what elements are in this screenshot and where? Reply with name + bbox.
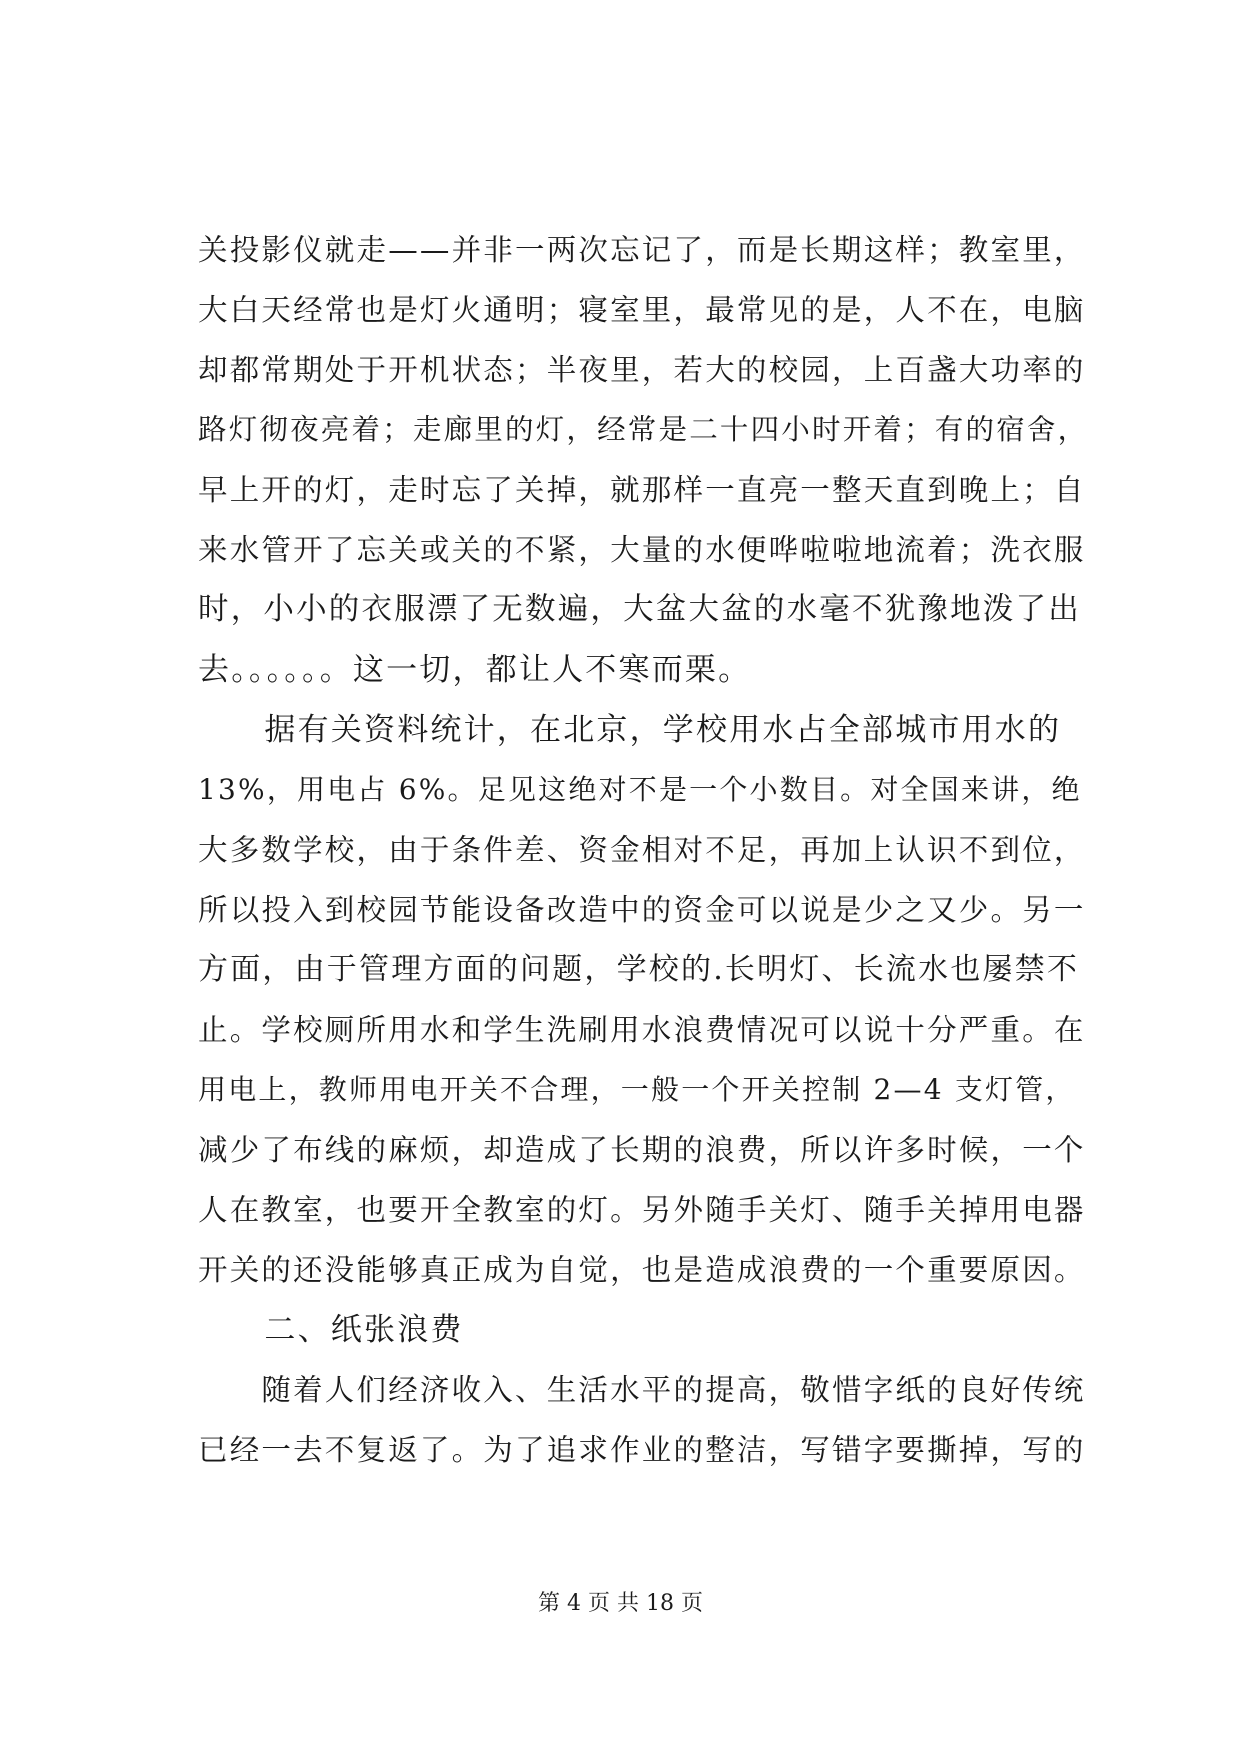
text-line: 却都常期处于开机状态；半夜里，若大的校园，上百盏大功率的 xyxy=(198,353,1086,387)
text-line: 据有关资料统计，在北京，学校用水占全部城市用水的 xyxy=(198,712,1062,748)
text-line: 止。学校厕所用水和学生洗刷用水浪费情况可以说十分严重。在 xyxy=(198,1013,1086,1047)
body-text xyxy=(198,220,1089,1480)
text-line: 随着人们经济收入、生活水平的提高，敬惜字纸的良好传统 xyxy=(198,1373,1086,1407)
text-line: 方面，由于管理方面的问题，学校的.长明灯、长流水也屡禁不 xyxy=(198,952,1080,987)
text-line: 来水管开了忘关或关的不紧，大量的水便哗啦啦地流着；洗衣服 xyxy=(198,533,1086,567)
text-line: 13%，用电占 6%。足见这绝对不是一个小数目。对全国来讲，绝 xyxy=(198,773,1082,806)
section-heading: 二、纸张浪费 xyxy=(198,1312,464,1348)
text-line: 早上开的灯，走时忘了关掉，就那样一直亮一整天直到晚上；自 xyxy=(198,473,1086,507)
page-number: 第 4 页 共 18 页 xyxy=(538,1591,703,1616)
text-line: 减少了布线的麻烦，却造成了长期的浪费，所以许多时候，一个 xyxy=(198,1133,1086,1167)
text-line: 大白天经常也是灯火通明；寝室里，最常见的是，人不在，电脑 xyxy=(198,293,1086,327)
text-line: 人在教室，也要开全教室的灯。另外随手关灯、随手关掉用电器 xyxy=(198,1193,1086,1227)
text-line: 开关的还没能够真正成为自觉，也是造成浪费的一个重要原因。 xyxy=(198,1253,1086,1287)
text-line: 时，小小的衣服漂了无数遍，大盆大盆的水毫不犹豫地泼了出 xyxy=(198,592,1081,627)
text-line: 大多数学校，由于条件差、资金相对不足，再加上认识不到位， xyxy=(198,833,1086,867)
text-line: 用电上，教师用电开关不合理，一般一个开关控制 2—4 支灯管， xyxy=(198,1073,1076,1106)
text-line: 去。。。。。。这一切，都让人不寒而栗。 xyxy=(198,652,752,688)
text-line: 所以投入到校园节能设备改造中的资金可以说是少之又少。另一 xyxy=(198,893,1086,927)
text-line: 关投影仪就走——并非一两次忘记了，而是长期这样；教室里， xyxy=(198,233,1086,267)
text-line: 已经一去不复返了。为了追求作业的整洁，写错字要撕掉，写的 xyxy=(198,1433,1086,1467)
text-line: 路灯彻夜亮着；走廊里的灯，经常是二十四小时开着；有的宿舍， xyxy=(198,413,1089,446)
